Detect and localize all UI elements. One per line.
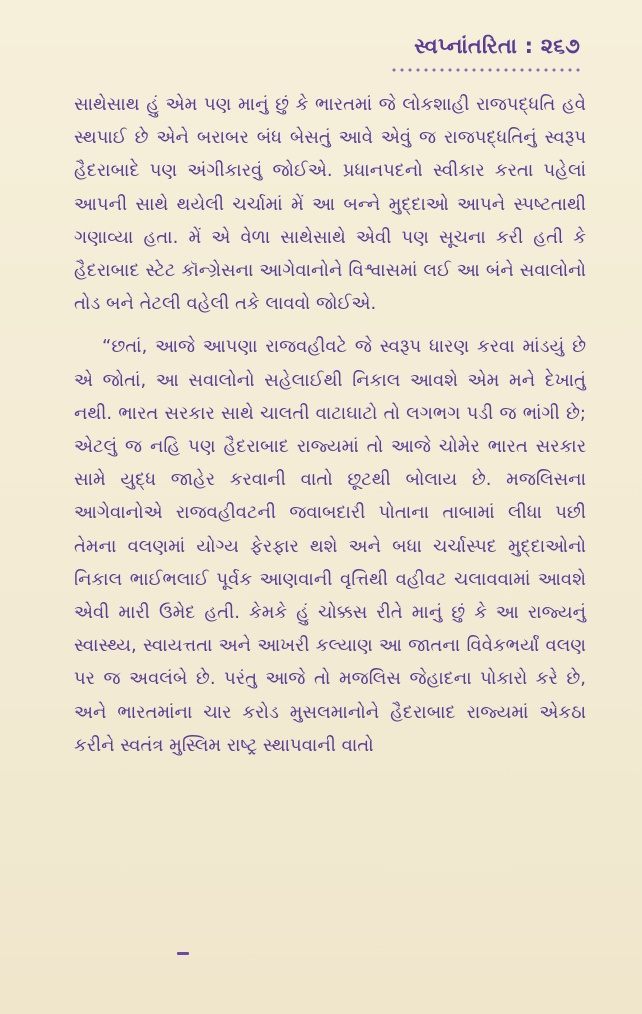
header-divider [390, 68, 580, 73]
paragraph-2: “છતાં, આજે આપણા રાજવહીવટે જે સ્વરૂપ ધારણ કરવા માંડયું છે એ જોતાં, આ સવાલોનો સહેલાઈથી નિકાલ આવશે એમ મને દેખાતું નથી. ભારત સરકાર સાથે ચાલતી વાટાઘાટો તો લગભગ પડી જ ભાંગી છે; એટલું જ નહિ પણ હૈદરાબાદ રાજ્યમાં તો આજે ચોમેર ભારત સરકાર સામે યુદ્ધ જાહેર કરવાની વાતો છૂટથી બોલાય છે. મજલિસના આગેવાનોએ રાજવહીવટની જવાબદારી પોતાના તાબામાં લીધા પછી તેમના વલણમાં યોગ્ય ફેરફાર થશે અને બધા ચર્ચાસ્પદ મુદ્દાઓનો નિકાલ ભાઈભલાઈ પૂર્વક આણવાની વૃત્તિથી વહીવટ ચલાવવામાં આવશે એવી મારી ઉમેદ હતી. કેમકે હું ચોક્કસ રીતે માનું છું કે આ રાજ્યનું સ્વાસ્થ્ય, સ્વાયત્તતા અને આખરી કલ્યાણ આ જાતના વિવેકભર્યાં વલણ પર જ અવલંબે છે. પરંતુ આજે તો મજલિસ જેહાદના પોકારો કરે છે, અને ભારતમાંના ચાર કરોડ મુસલમાનોને હૈદરાબાદ રાજ્યમાં એકઠા કરીને સ્વતંત્ર મુસ્લિમ રાષ્ટ્ર સ્થાપવાની વાતો [74, 336, 586, 756]
paragraph-1: સાથેસાથ હું એમ પણ માનું છું કે ભારતમાં જે લોકશાહી રાજપદ્ધતિ હવે સ્થપાઈ છે એને બરાબર બંધ બેસતું આવે એવું જ રાજપદ્ધતિનું સ્વરૂપ હૈદરાબાદે પણ અંગીકારવું જોઈએ. પ્રધાનપદનો સ્વીકાર કરતા પહેલાં આપની સાથે થયેલી ચર્ચામાં મેં આ બન્ને મુદ્દાઓ આપને સ્પષ્ટતાથી ગણાવ્યા હતા. મેં એ વેળા સાથેસાથે એવી પણ સૂચના કરી હતી કે હૈદરાબાદ સ્ટેટ કૉન્ગ્રેસના આગેવાનોને વિશ્વાસમાં લઈ આ બંને સવાલોનો તોડ બને તેટલી વહેલી તકે લાવવો જોઈએ. [74, 94, 586, 315]
footer-mark [177, 952, 189, 955]
running-title: સ્વપ્નાંતરિતા : ૨૬૭ [414, 34, 580, 58]
page-header [360, 34, 580, 68]
page-body [74, 88, 586, 762]
